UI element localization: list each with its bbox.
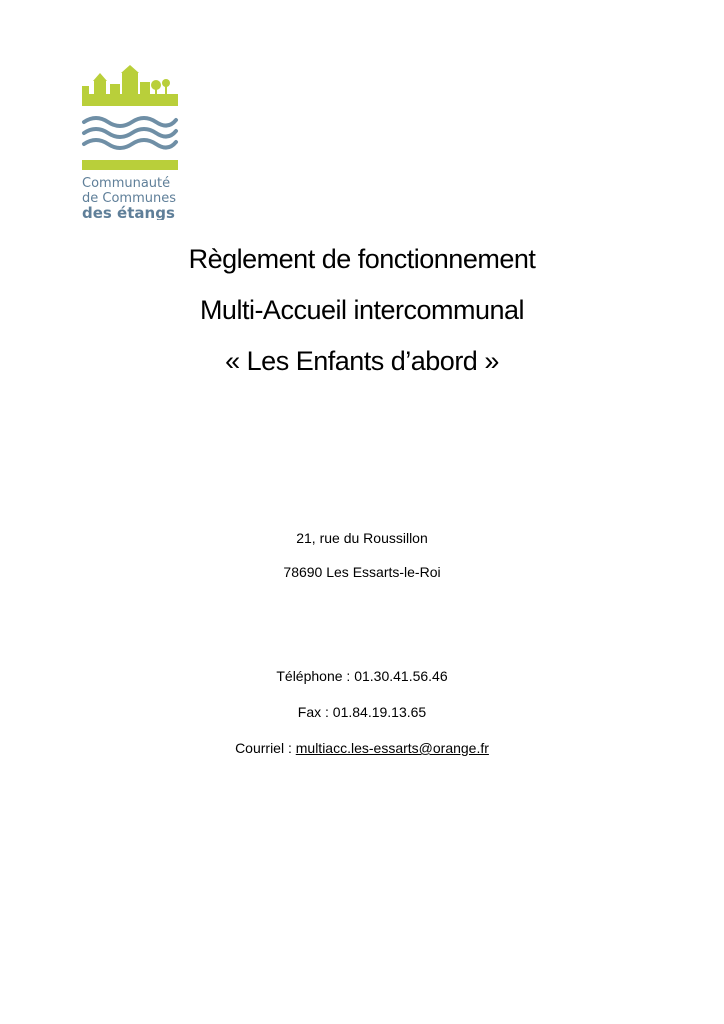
logo-graphic — [80, 64, 180, 220]
fax-number: Fax : 01.84.19.13.65 — [297, 704, 427, 720]
title-line-3: « Les Enfants d’abord » — [225, 346, 499, 376]
email-label: Courriel : — [235, 740, 296, 756]
phone-number: Téléphone : 01.30.41.56.46 — [276, 668, 448, 684]
document-title — [0, 234, 724, 387]
water-waves-icon — [84, 118, 176, 148]
email-line — [0, 730, 724, 766]
contact-info — [0, 658, 724, 766]
title-line-1: Règlement de fonctionnement — [188, 244, 536, 274]
organization-logo — [80, 64, 180, 220]
address — [0, 521, 724, 589]
title-line-2: Multi-Accueil intercommunal — [199, 295, 525, 325]
address-street: 21, rue du Roussillon — [296, 530, 428, 546]
logo-text-line1: Communauté — [82, 176, 171, 191]
logo-text-line3: des étangs — [82, 204, 175, 220]
village-silhouette-icon — [82, 65, 178, 106]
logo-text-line2: de Communes — [82, 191, 176, 206]
email-link[interactable]: multiacc.les-essarts@orange.fr — [295, 740, 489, 756]
address-city: 78690 Les Essarts-le-Roi — [283, 564, 441, 580]
